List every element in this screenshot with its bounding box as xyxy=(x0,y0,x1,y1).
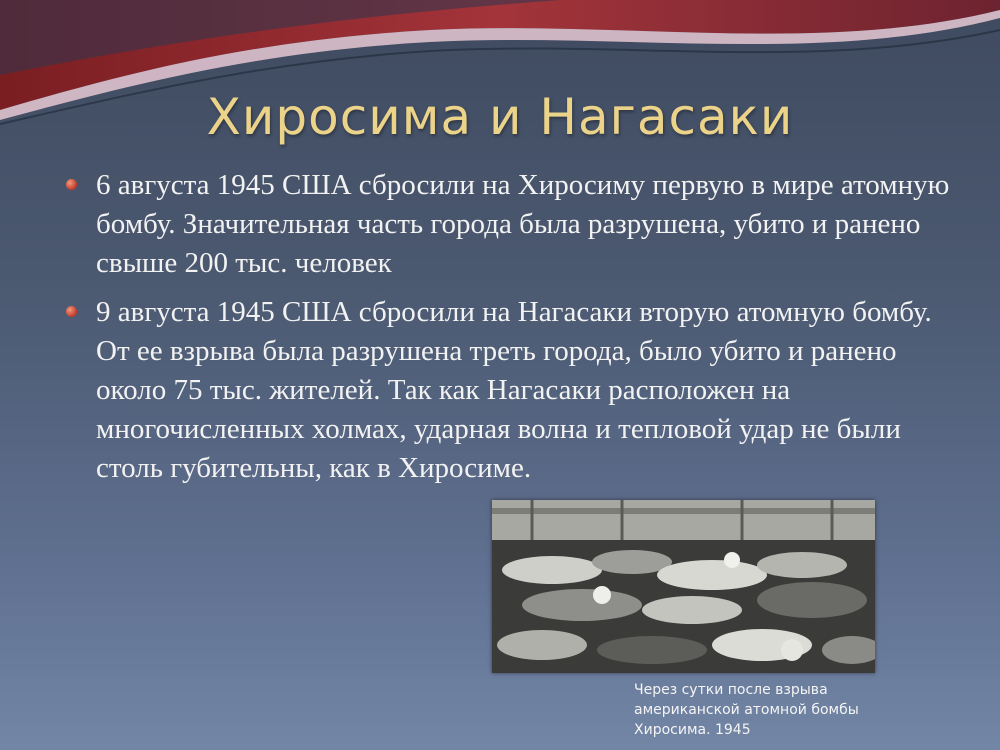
photo-caption xyxy=(634,680,964,740)
bullet-text: 6 августа 1945 США сбросили на Хиросиму первую в мире атомную бомбу. Значительная часть города была разрушена, убито и ранено свыше 200 тыс. человек xyxy=(96,169,950,279)
bullet-list xyxy=(64,166,964,498)
bullet-dot-icon xyxy=(66,179,77,190)
historical-photo xyxy=(492,500,875,673)
bullet-item-nagasaki xyxy=(64,293,964,488)
caption-line: американской атомной бомбы xyxy=(634,702,859,718)
bullet-item-hiroshima xyxy=(64,166,964,283)
slide-title: Хиросима и Нагасаки xyxy=(206,88,794,146)
caption-line: Через сутки после взрыва xyxy=(634,682,828,698)
bullet-text: 9 августа 1945 США сбросили на Нагасаки вторую атомную бомбу. От ее взрыва была разрушена треть города, было убито и ранено около 75 тыс. жителей. Так как Нагасаки расположен на многочисленных холмах, ударная волна и тепловой удар не были столь губительны, как в Хиросиме. xyxy=(96,296,932,484)
caption-line: Хиросима. 1945 xyxy=(634,722,751,738)
bullet-dot-icon xyxy=(66,306,77,317)
